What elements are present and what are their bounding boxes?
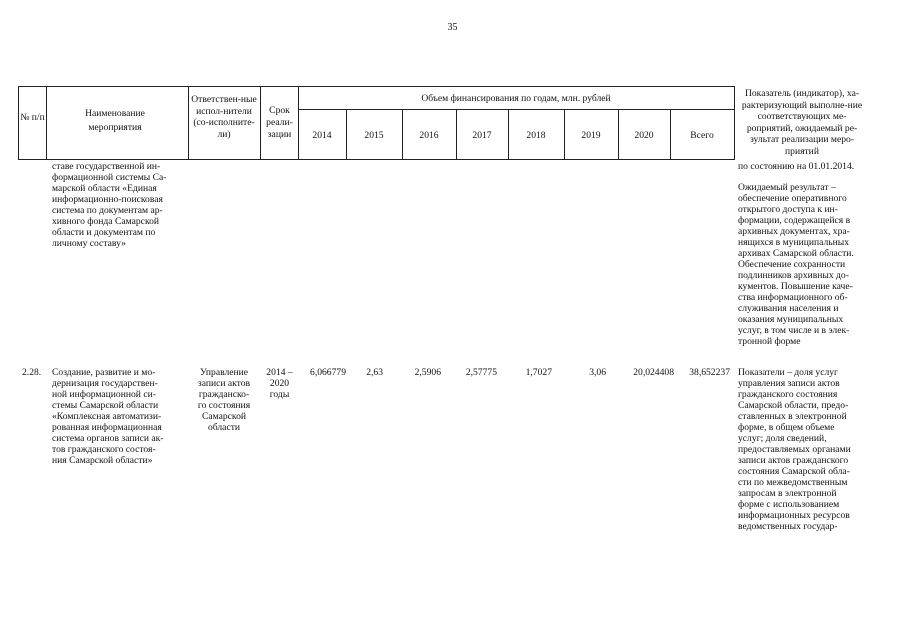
name-line: «Комплексная автоматизи- xyxy=(52,411,162,422)
value-2019: 3,06 xyxy=(589,367,606,378)
responsible-line: Самарской xyxy=(201,411,247,422)
header-total: Всего xyxy=(690,130,714,141)
header-year-2015: 2015 xyxy=(364,130,384,141)
indicator-line: форме с использованием xyxy=(738,499,840,510)
value-2014: 6,066779 xyxy=(310,367,346,378)
indicator-line: кументов. Повышение каче- xyxy=(738,281,853,292)
indicator-line: Самарской области, предо- xyxy=(738,400,849,411)
indicator-line: ставленных в электронной xyxy=(738,411,847,422)
value-2020: 20,024408 xyxy=(633,367,674,378)
indicator-line: сти по межведомственным xyxy=(738,477,848,488)
indicator-line: услуг; доля сведений, xyxy=(738,433,827,444)
term-line: годы xyxy=(269,389,290,400)
header-indicator: Показатель (индикатор), ха-рактеризующий выполне-ние соответствующих ме-роприятий, ожидаемый ре-зультат реализации меро-приятий xyxy=(741,88,863,157)
responsible-line: го состояния xyxy=(197,400,251,411)
name-line: Создание, развитие и мо- xyxy=(52,367,156,378)
indicator-line: ведомственных государ- xyxy=(738,521,838,532)
responsible-line: области xyxy=(207,422,241,433)
header-number: № п/п xyxy=(20,112,45,123)
indicator-line: архивах Самарской области. xyxy=(738,248,854,259)
header-year-2019: 2019 xyxy=(581,130,601,141)
name-line: марской области «Единая xyxy=(52,183,157,194)
term-line: 2020 xyxy=(269,378,290,389)
indicator-line: обеспечение оперативного xyxy=(738,193,847,204)
header-responsible: Ответствен-ные испол-нители (со-исполните-ли) xyxy=(191,94,257,140)
indicator-line: записи актов гражданского xyxy=(738,455,849,466)
indicator-line: формации, содержащейся в xyxy=(738,215,851,226)
responsible-line: Управление xyxy=(199,367,249,378)
page-number: 35 xyxy=(447,22,458,33)
name-line: ной информационной си- xyxy=(52,389,156,400)
name-line: ставе государственной ин- xyxy=(52,161,161,172)
indicator-line: информационных ресурсов xyxy=(738,510,850,521)
indicator-line: Обеспечение сохранности xyxy=(738,259,846,270)
header-term: Срок реали-зации xyxy=(266,105,293,140)
header-year-2014: 2014 xyxy=(312,130,332,141)
header-year-2018: 2018 xyxy=(526,130,546,141)
responsible-line: гражданско- xyxy=(198,389,250,400)
responsible-line: записи актов xyxy=(197,378,251,389)
indicator-line: услуг, в том числе и в элек- xyxy=(738,325,850,336)
header-year-2020: 2020 xyxy=(634,130,654,141)
indicator-line: гражданского состояния xyxy=(738,389,838,400)
name-line: ния Самарской области» xyxy=(52,455,153,466)
term-line: 2014 – xyxy=(266,367,293,378)
indicator-line: состояния Самарской обла- xyxy=(738,466,850,477)
name-line: тов гражданского состоя- xyxy=(52,444,156,455)
header-year-2016: 2016 xyxy=(419,130,439,141)
name-line: хивного фонда Самарской xyxy=(52,216,160,227)
value-2018: 1,7027 xyxy=(525,367,552,378)
header-name: Наименование мероприятия xyxy=(85,108,145,133)
name-line: личному составу» xyxy=(52,238,126,249)
indicator-line: по состоянию на 01.01.2014. xyxy=(738,161,855,172)
indicator-line: архивных документах, хра- xyxy=(738,226,850,237)
value-2017: 2,57775 xyxy=(465,367,497,378)
name-line: дернизация государствен- xyxy=(52,378,158,389)
indicator-line: служивания населения и xyxy=(738,303,839,314)
value-2016: 2,5906 xyxy=(414,367,441,378)
indicator-line: форме, в общем объеме xyxy=(738,422,835,433)
row-number: 2.28. xyxy=(22,367,42,378)
header-funding: Объем финансирования по годам, млн. рублей xyxy=(421,93,611,104)
name-line: области и документам по xyxy=(52,227,156,238)
indicator-line: управления записи актов xyxy=(738,378,840,389)
indicator-line: запросам в электронной xyxy=(738,488,837,499)
indicator-line: тронной форме xyxy=(738,336,801,347)
name-line: информационно-поисковая xyxy=(52,194,163,205)
indicator-line: ства информационного об- xyxy=(738,292,848,303)
name-line: рованная информационная xyxy=(52,422,162,433)
value-total: 38,652237 xyxy=(689,367,730,378)
name-line: система органов записи ак- xyxy=(52,433,164,444)
value-2015: 2,63 xyxy=(366,367,383,378)
indicator-line: открытого доступа к ин- xyxy=(738,204,838,215)
indicator-line: нящихся в муниципальных xyxy=(738,237,850,248)
name-line: система по документам ар- xyxy=(52,205,163,216)
indicator-line: оказания муниципальных xyxy=(738,314,844,325)
name-line: стемы Самарской области xyxy=(52,400,159,411)
indicator-line: Показатели – доля услуг xyxy=(738,367,838,378)
name-line: формационной системы Са- xyxy=(52,172,167,183)
indicator-line: подлинников архивных до- xyxy=(738,270,849,281)
indicator-line: предоставляемых органами xyxy=(738,444,851,455)
indicator-line: Ожидаемый результат – xyxy=(738,182,836,193)
header-year-2017: 2017 xyxy=(472,130,492,141)
